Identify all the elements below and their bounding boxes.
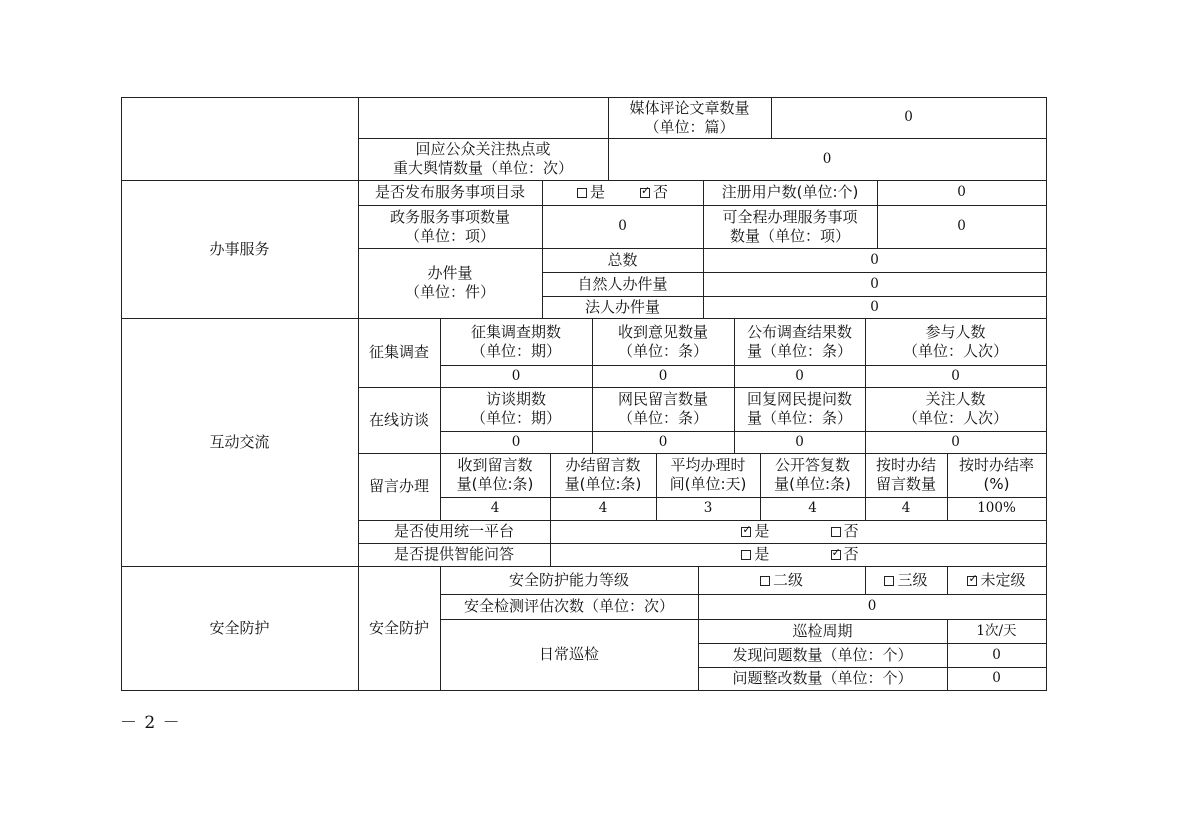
unchecked-box-icon[interactable]: [760, 576, 770, 586]
message-v4: 4: [808, 500, 817, 516]
message-v6: 100%: [977, 500, 1016, 516]
checkbox-option[interactable]: [741, 545, 769, 564]
checkbox-label: 三级: [897, 570, 928, 589]
cases-legal-value: 0: [870, 298, 879, 315]
cases-total-value: 0: [870, 251, 879, 268]
service-items-label: 政务服务事项数量 （单位：项）: [389, 207, 510, 245]
message-h2: 办结留言数 量(单位:条): [564, 456, 642, 493]
smart-qa-label: 是否提供智能问答: [393, 545, 514, 563]
checkbox-label: 否: [652, 183, 668, 201]
checkbox-option[interactable]: [741, 522, 769, 541]
interview-v1: 0: [511, 433, 521, 450]
checkbox-label: 未定级: [980, 570, 1026, 589]
unchecked-box-icon[interactable]: [577, 188, 587, 198]
security-test-value: 0: [867, 598, 877, 614]
smart-qa-options[interactable]: [680, 543, 920, 566]
interview-h1: 访谈期数 （单位：期）: [470, 390, 561, 427]
message-h5: 按时办结 留言数量: [875, 456, 936, 493]
unified-platform-label: 是否使用统一平台: [393, 522, 514, 540]
grid-vline: [1046, 97, 1047, 691]
survey-h1: 征集调查期数 （单位：期）: [470, 322, 561, 360]
checkbox-option[interactable]: [577, 183, 605, 202]
message-h4: 公开答复数 量(单位:条): [774, 456, 851, 493]
security-level-opt1[interactable]: [698, 566, 865, 594]
hotspot-label: 回应公众关注热点或 重大舆情数量（单位：次）: [392, 140, 573, 177]
message-label: 留言办理: [368, 477, 429, 495]
checkbox-label: 否: [843, 522, 859, 540]
survey-label: 征集调查: [368, 343, 429, 361]
security-level-opt2[interactable]: [865, 566, 947, 594]
media-comment-label: 媒体评论文章数量 （单位：篇）: [629, 98, 750, 136]
full-online-value: 0: [957, 218, 966, 234]
message-v2: 4: [598, 500, 608, 516]
interview-h3: 回复网民提问数 量（单位：条）: [746, 390, 852, 427]
service-catalog-options[interactable]: [542, 180, 703, 205]
checked-box-icon[interactable]: [640, 188, 650, 198]
service-catalog-label: 是否发布服务事项目录: [374, 183, 525, 201]
checkbox-label: 是: [589, 183, 605, 201]
checkbox-label: 二级: [772, 570, 803, 589]
security-level-label: 安全防护能力等级: [508, 570, 629, 589]
patrol-found-value: 0: [992, 646, 1001, 663]
security-level-opt3[interactable]: [947, 566, 1046, 594]
unchecked-box-icon[interactable]: [884, 576, 894, 586]
message-h1: 收到留言数 量(单位:条): [456, 456, 534, 493]
section-interaction: 互动交流: [209, 432, 270, 451]
survey-v1: 0: [511, 367, 521, 384]
checked-box-icon[interactable]: [831, 550, 841, 560]
section-security: 安全防护: [209, 618, 270, 637]
security-test-label: 安全检测评估次数（单位：次）: [463, 597, 674, 615]
patrol-found-label: 发现问题数量（单位：个）: [732, 645, 913, 664]
survey-h2: 收到意见数量 （单位：条）: [617, 322, 708, 360]
checkbox-label: 是: [754, 545, 770, 563]
patrol-fixed-value: 0: [992, 670, 1001, 686]
patrol-label: 日常巡检: [538, 645, 599, 663]
section-service: 办事服务: [209, 239, 270, 258]
cases-label: 办件量 （单位：件）: [404, 264, 495, 301]
unchecked-box-icon[interactable]: [831, 527, 841, 537]
registered-users-value: 0: [957, 184, 966, 200]
interview-v2: 0: [658, 433, 668, 450]
checkbox-option[interactable]: [831, 545, 859, 564]
patrol-fixed-label: 问题整改数量（单位：个）: [732, 669, 913, 687]
media-comment-value: 0: [904, 109, 913, 125]
full-online-label: 可全程办理服务事项 数量（单位：项）: [722, 207, 858, 245]
checkbox-label: 是: [754, 522, 770, 540]
patrol-cycle-value: 1次/天: [976, 622, 1017, 639]
checkbox-label: 否: [843, 545, 859, 563]
checkbox-option[interactable]: [884, 571, 927, 590]
unchecked-box-icon[interactable]: [741, 550, 751, 560]
survey-v4: 0: [951, 367, 960, 384]
message-h3: 平均办理时 间(单位:天): [669, 456, 747, 493]
checkbox-option[interactable]: [760, 571, 803, 590]
survey-v2: 0: [658, 367, 668, 384]
hotspot-value: 0: [822, 150, 832, 167]
message-v3: 3: [703, 500, 713, 516]
survey-v3: 0: [795, 367, 804, 384]
checked-box-icon[interactable]: [967, 576, 977, 586]
checkbox-option[interactable]: [640, 183, 668, 202]
patrol-cycle-label: 巡检周期: [792, 621, 853, 640]
survey-h4: 参与人数 （单位：人次）: [902, 322, 1008, 360]
interview-label: 在线访谈: [368, 410, 429, 429]
cases-legal-label: 法人办件量: [584, 297, 660, 316]
security-sub-label: 安全防护: [368, 618, 429, 637]
interview-h2: 网民留言数量 （单位：条）: [617, 390, 708, 427]
interview-v3: 0: [795, 433, 804, 450]
registered-users-label: 注册用户数(单位:个): [721, 183, 859, 201]
cases-person-value: 0: [870, 275, 879, 292]
checkbox-option[interactable]: [831, 522, 859, 541]
interview-v4: 0: [951, 433, 960, 450]
grid-hline: [121, 690, 1047, 691]
checkbox-option[interactable]: [967, 571, 1025, 590]
message-h6: 按时办结率 (%): [958, 456, 1034, 493]
service-items-value: 0: [618, 218, 627, 234]
message-v1: 4: [490, 500, 500, 516]
cases-total-label: 总数: [607, 250, 638, 269]
survey-h3: 公布调查结果数 量（单位：条）: [746, 322, 852, 360]
interview-h4: 关注人数 （单位：人次）: [902, 390, 1008, 427]
message-v5: 4: [901, 500, 911, 516]
unified-platform-options[interactable]: [680, 520, 920, 543]
page-number: － 2 －: [120, 713, 181, 733]
checked-box-icon[interactable]: [741, 527, 751, 537]
cases-person-label: 自然人办件量: [577, 274, 668, 293]
